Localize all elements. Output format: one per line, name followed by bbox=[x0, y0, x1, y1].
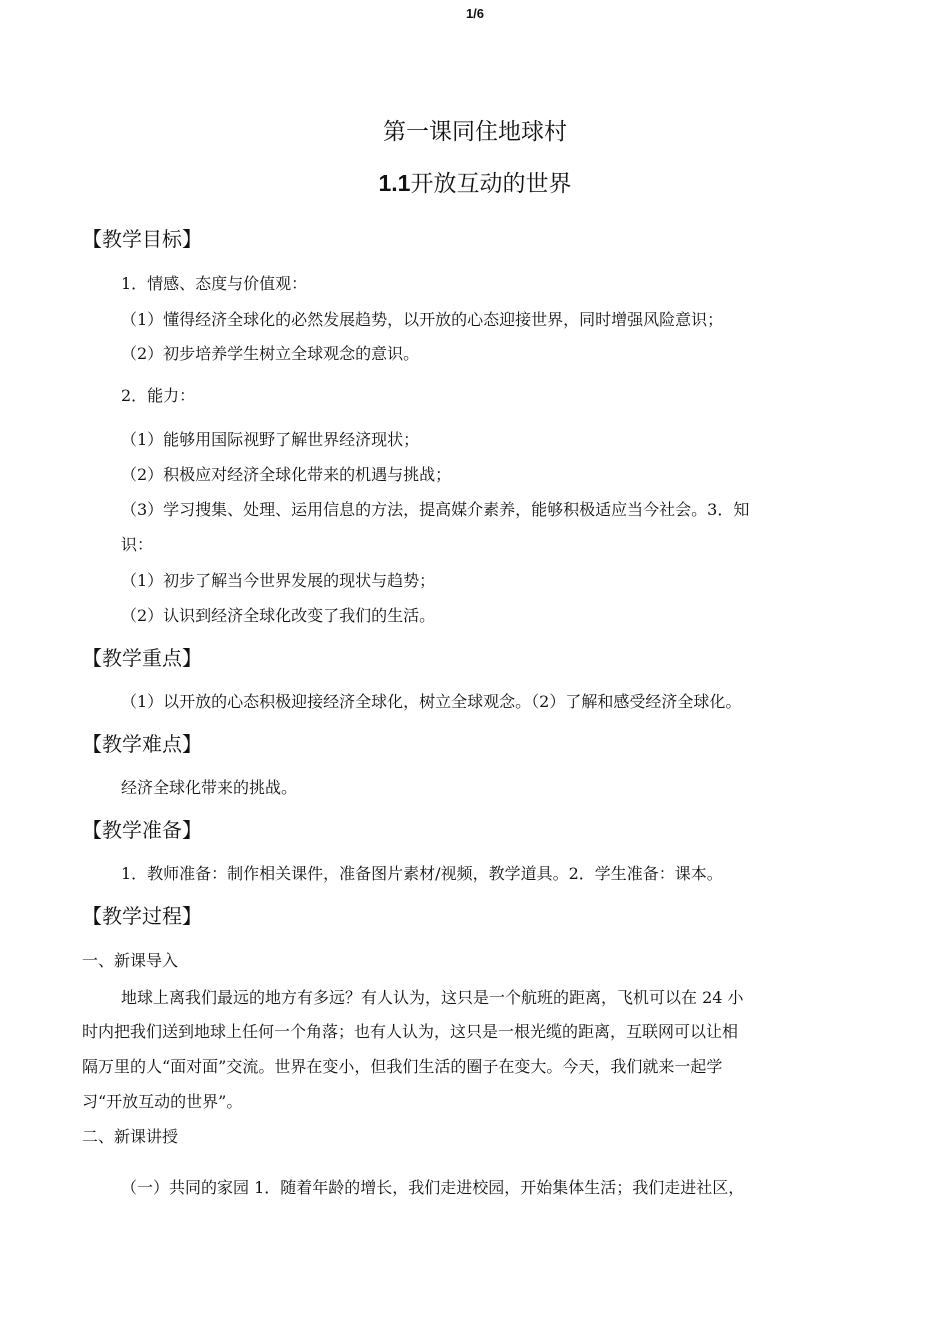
lesson-title: 第一课同住地球村 bbox=[383, 119, 567, 145]
intro-paragraph-line-3: 隔万里的人“面对面”交流。世界在变小，但我们生活的圈子在变大。今天，我们就来一起学 bbox=[82, 1057, 723, 1076]
focus-text: （1）以开放的心态积极迎接经济全球化，树立全球观念。（2）了解和感受经济全球化。 bbox=[121, 692, 742, 711]
subtitle-number: 1.1 bbox=[378, 170, 411, 196]
lecture-paragraph-line-1: （一）共同的家园 1．随着年龄的增长，我们走进校园，开始集体生活；我们走进社区， bbox=[121, 1178, 745, 1197]
prep-heading: 【教学准备】 bbox=[82, 818, 202, 842]
goal-item-1-2: （2）初步培养学生树立全球观念的意识。 bbox=[121, 344, 420, 363]
focus-heading: 【教学重点】 bbox=[82, 646, 202, 670]
intro-paragraph-line-1: 地球上离我们最远的地方有多远？有人认为，这只是一个航班的距离，飞机可以在 24 小 bbox=[121, 988, 744, 1007]
goals-heading: 【教学目标】 bbox=[82, 227, 202, 251]
page-number: 1/6 bbox=[465, 6, 485, 21]
process-heading: 【教学过程】 bbox=[82, 904, 202, 928]
goal-item-2-1: （1）能够用国际视野了解世界经济现状； bbox=[121, 430, 420, 449]
goal-item-3-2: （2）认识到经济全球化改变了我们的生活。 bbox=[121, 606, 436, 625]
goal-item-1-1: （1）懂得经济全球化的必然发展趋势，以开放的心态迎接世界，同时增强风险意识； bbox=[121, 310, 724, 329]
intro-paragraph-line-2: 时内把我们送到地球上任何一个角落；也有人认为，这只是一根光缆的距离，互联网可以让相 bbox=[82, 1022, 739, 1041]
goal-item-1: 1．情感、态度与价值观： bbox=[121, 274, 308, 293]
lesson-subtitle bbox=[0, 165, 950, 198]
difficulty-heading: 【教学难点】 bbox=[82, 732, 202, 756]
subtitle-text: 开放互动的世界 bbox=[410, 171, 572, 197]
goal-item-2-3: （3）学习搜集、处理、运用信息的方法，提高媒介素养，能够积极适应当今社会。3．知 bbox=[121, 500, 750, 519]
goal-item-3-1: （1）初步了解当今世界发展的现状与趋势； bbox=[121, 571, 436, 590]
goal-item-2-2: （2）积极应对经济全球化带来的机遇与挑战； bbox=[121, 465, 452, 484]
goal-item-2: 2．能力： bbox=[121, 386, 196, 405]
intro-paragraph-line-4: 习“开放互动的世界”。 bbox=[82, 1092, 243, 1111]
section-intro-heading: 一、新课导入 bbox=[82, 951, 179, 970]
goal-item-2-3-cont: 识： bbox=[121, 535, 154, 554]
prep-text: 1．教师准备：制作相关课件，准备图片素材/视频，教学道具。2．学生准备：课本。 bbox=[121, 864, 723, 883]
difficulty-text: 经济全球化带来的挑战。 bbox=[121, 778, 298, 797]
section-lecture-heading: 二、新课讲授 bbox=[82, 1127, 179, 1146]
